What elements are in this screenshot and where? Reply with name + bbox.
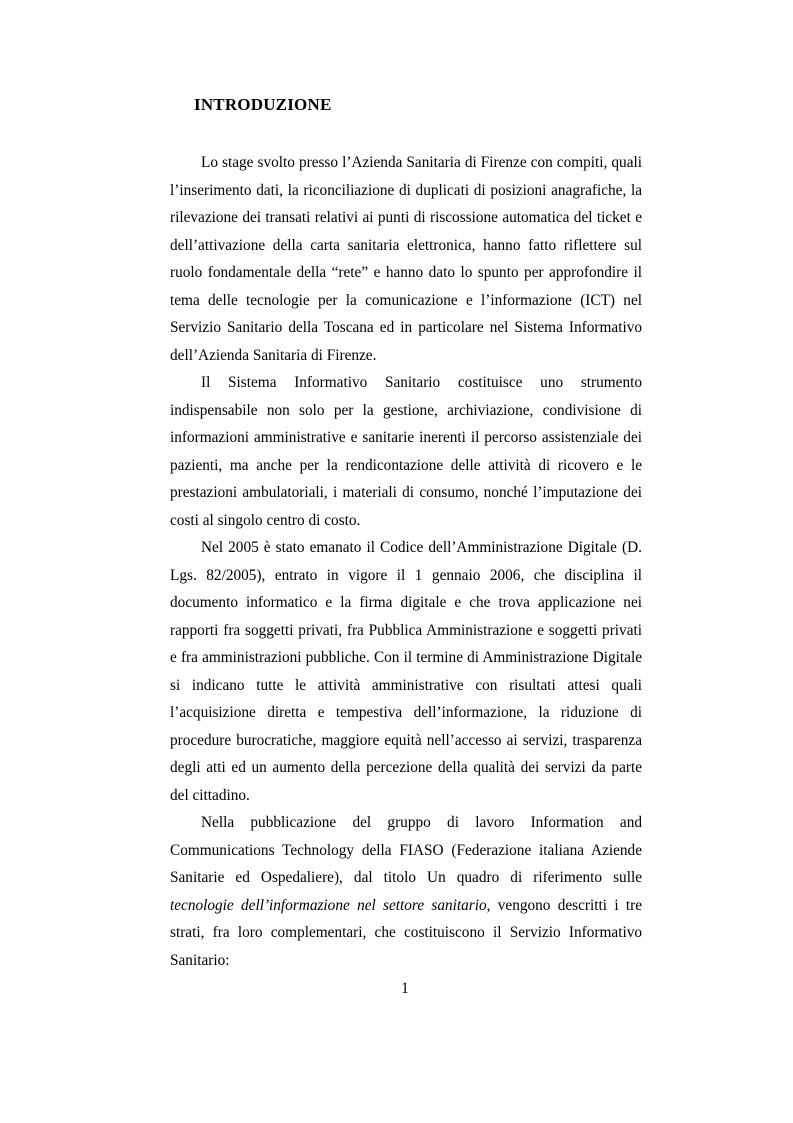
paragraph-stage: Lo stage svolto presso l’Azienda Sanitaria di Firenze con compiti, quali l’inserimento dati, la riconciliazione di duplicati di posizioni anagrafiche, la rilevazione dei transati relativi ai punti di riscossione automatica del ticket e dell’attivazione della carta sanitaria elettronica, hanno fatto riflettere sul ruolo fondamentale della “rete” e hanno dato lo spunto per approfondire il tema delle tecnologie per la comunicazione e l’informazione (ICT) nel Servizio Sanitario della Toscana ed in particolare nel Sistema Informativo dell’Azienda Sanitaria di Firenze. [170,154,642,364]
page-number: 1 [401,980,409,997]
paragraph-sistema-informativo: Il Sistema Informativo Sanitario costituisce uno strumento indispensabile non solo per la gestione, archiviazione, condivisione di informazioni amministrative e sanitarie inerenti il percorso assistenziale dei pazienti, ma anche per la rendicontazione delle attività di ricovero e le prestazioni ambulatoriali, i materiali di consumo, nonché l’imputazione dei costi al singolo centro di costo. [170,374,642,529]
section-heading: INTRODUZIONE [194,95,332,114]
body-text [170,149,642,974]
paragraph-fiaso-text-before: Nella pubblicazione del gruppo di lavoro Information and Communications Technology della FIASO (Federazione italiana Aziende Sanitarie ed Ospedaliere), dal titolo Un quadro di riferimento sulle [170,814,642,886]
paragraph-fiaso [170,809,642,974]
paragraph-codice-amministrazione: Nel 2005 è stato emanato il Codice dell’Amministrazione Digitale (D. Lgs. 82/2005), entrato in vigore il 1 gennaio 2006, che disciplina il documento informatico e la firma digitale e che trova applicazione nei rapporti fra soggetti privati, fra Pubblica Amministrazione e soggetti privati e fra amministrazioni pubbliche. Con il termine di Amministrazione Digitale si indicano tutte le attività amministrative con risultati attesi quali l’acquisizione diretta e tempestiva dell’informazione, la riduzione di procedure burocratiche, maggiore equità nell’accesso ai servizi, trasparenza degli atti ed un aumento della percezione della qualità dei servizi da parte del cittadino. [170,539,642,804]
paragraph-fiaso-text-after: , vengono descritti i tre strati, fra loro complementari, che costituiscono il Servizio Informativo Sanitario: [170,896,642,969]
paragraph-fiaso-italic-title: tecnologie dell’informazione nel settore sanitario [170,896,487,914]
